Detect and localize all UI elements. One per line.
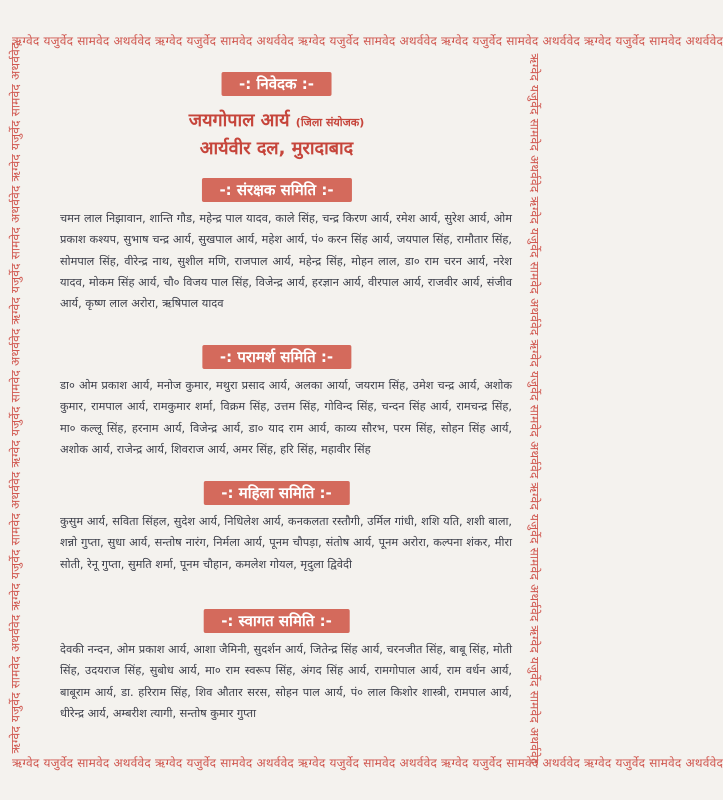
- border-bottom-text: ऋग्वेद यजुर्वेद सामवेद अथर्ववेद ऋग्वेद यजुर्वेद सामवेद अथर्ववेद ऋग्वेद यजुर्वेद सामवेद अथर्ववेद ऋग्वेद यजुर्वेद सामवेद अथर्ववेद ऋग्वेद यजुर्वेद सामवेद अथर्ववेद: [12, 756, 723, 770]
- nivedak-heading: -: निवेदक :-: [221, 72, 332, 96]
- border-top-text: ऋग्वेद यजुर्वेद सामवेद अथर्ववेद ऋग्वेद यजुर्वेद सामवेद अथर्ववेद ऋग्वेद यजुर्वेद सामवेद अथर्ववेद ऋग्वेद यजुर्वेद सामवेद अथर्ववेद ऋग्वेद यजुर्वेद सामवेद अथर्ववेद: [12, 34, 723, 48]
- sanrakshak-heading: -: संरक्षक समिति :-: [201, 178, 351, 202]
- swagat-members: देवकी नन्दन, ओम प्रकाश आर्य, आशा जैमिनी, सुदर्शन आर्य, जितेन्द्र सिंह आर्य, चरनजीत सिंह, बाबू सिंह, मोती सिंह, उदयराज सिंह, सुबोध आर्य, मा० राम स्वरूप सिंह, अंगद सिंह आर्य, रामगोपाल आर्य, राम वर्धन आर्य, बाबूराम आर्य, डा. हरिराम सिंह, शिव औतार सरस, सोहन पाल आर्य, पं० लाल किशोर शास्त्री, रामपाल आर्य, धीरेन्द्र आर्य, अम्बरीश त्यागी, सन्तोष कुमार गुप्ता: [60, 643, 512, 720]
- mahila-members: कुसुम आर्य, सविता सिंहल, सुदेश आर्य, निधिलेश आर्य, कनकलता रस्तौगी, उर्मिल गांधी, शशि यति, शशी बाला, शन्नो गुप्ता, सुधा आर्य, सन्तोष नारंग, निर्मला आर्य, पूनम चौपड़ा, संतोष आर्य, पूनम अरोरा, कल्पना शंकर, मीरा सोती, रेनू गुप्ता, सुमति शर्मा, पूनम चौहान, कमलेश गोयल, मृदुला द्विवेदी: [60, 515, 512, 571]
- sanrakshak-members: चमन लाल निझावान, शान्ति गौड, महेन्द्र पाल यादव, काले सिंह, चन्द्र किरण आर्य, रमेश आर्य, सुरेश आर्य, ओम प्रकाश कश्यप, सुभाष चन्द्र आर्य, सुखपाल आर्य, महेश आर्य, पं० करन सिंह आर्य, जयपाल सिंह, रामौतार सिंह, सोमपाल सिंह, वीरेन्द्र नाथ, सुशील मणि, राजपाल आर्य, महेन्द्र सिंह, मोहन लाल, डा० राम चरन आर्य, नरेश यादव, मोकम सिंह आर्य, चौ० विजय पाल सिंह, विजेन्द्र आर्य, हरज्ञान आर्य, वीरपाल आर्य, राजवीर आर्य, संजीव आर्य, कृष्ण लाल अरोरा, ऋषिपाल यादव: [60, 212, 512, 311]
- border-left-text: ऋग्वेद यजुर्वेद सामवेद अथर्ववेद ऋग्वेद यजुर्वेद सामवेद अथर्ववेद ऋग्वेद यजुर्वेद सामवेद अथर्ववेद ऋग्वेद यजुर्वेद सामवेद अथर्ववेद ऋग्वेद यजुर्वेद सामवेद अथर्ववेद: [8, 42, 23, 754]
- paramarsh-heading: -: परामर्श समिति :-: [202, 345, 351, 369]
- swagat-heading: -: स्वागत समिति :-: [203, 609, 350, 633]
- mahila-heading: -: महिला समिति :-: [203, 481, 349, 505]
- nivedak-role: (जिला संयोजक): [295, 116, 365, 129]
- nivedak-name-line: [0, 108, 553, 132]
- paramarsh-members: डा० ओम प्रकाश आर्य, मनोज कुमार, मथुरा प्रसाद आर्य, अलका आर्या, जयराम सिंह, उमेश चन्द्र आर्य, अशोक कुमार, रामपाल आर्य, रामकुमार शर्मा, विक्रम सिंह, उत्तम सिंह, गोविन्द सिंह, चन्दन सिंह आर्य, रामचन्द्र सिंह, मा० कल्लू सिंह, हरनाम आर्य, विजेन्द्र आर्य, डा० याद राम आर्य, काव्य सौरभ, परम सिंह, सोहन सिंह आर्य, अशोक आर्य, राजेन्द्र आर्य, शिवराज आर्य, अमर सिंह, हरि सिंह, महावीर सिंह: [60, 379, 512, 456]
- nivedak-name: जयगोपाल आर्य: [188, 110, 290, 131]
- border-right-text: ऋग्वेद यजुर्वेद सामवेद अथर्ववेद ऋग्वेद यजुर्वेद सामवेद अथर्ववेद ऋग्वेद यजुर्वेद सामवेद अथर्ववेद ऋग्वेद यजुर्वेद सामवेद अथर्ववेद ऋग्वेद यजुर्वेद सामवेद अथर्ववेद: [527, 53, 542, 765]
- nivedak-org: आर्यवीर दल, मुरादाबाद: [199, 138, 354, 159]
